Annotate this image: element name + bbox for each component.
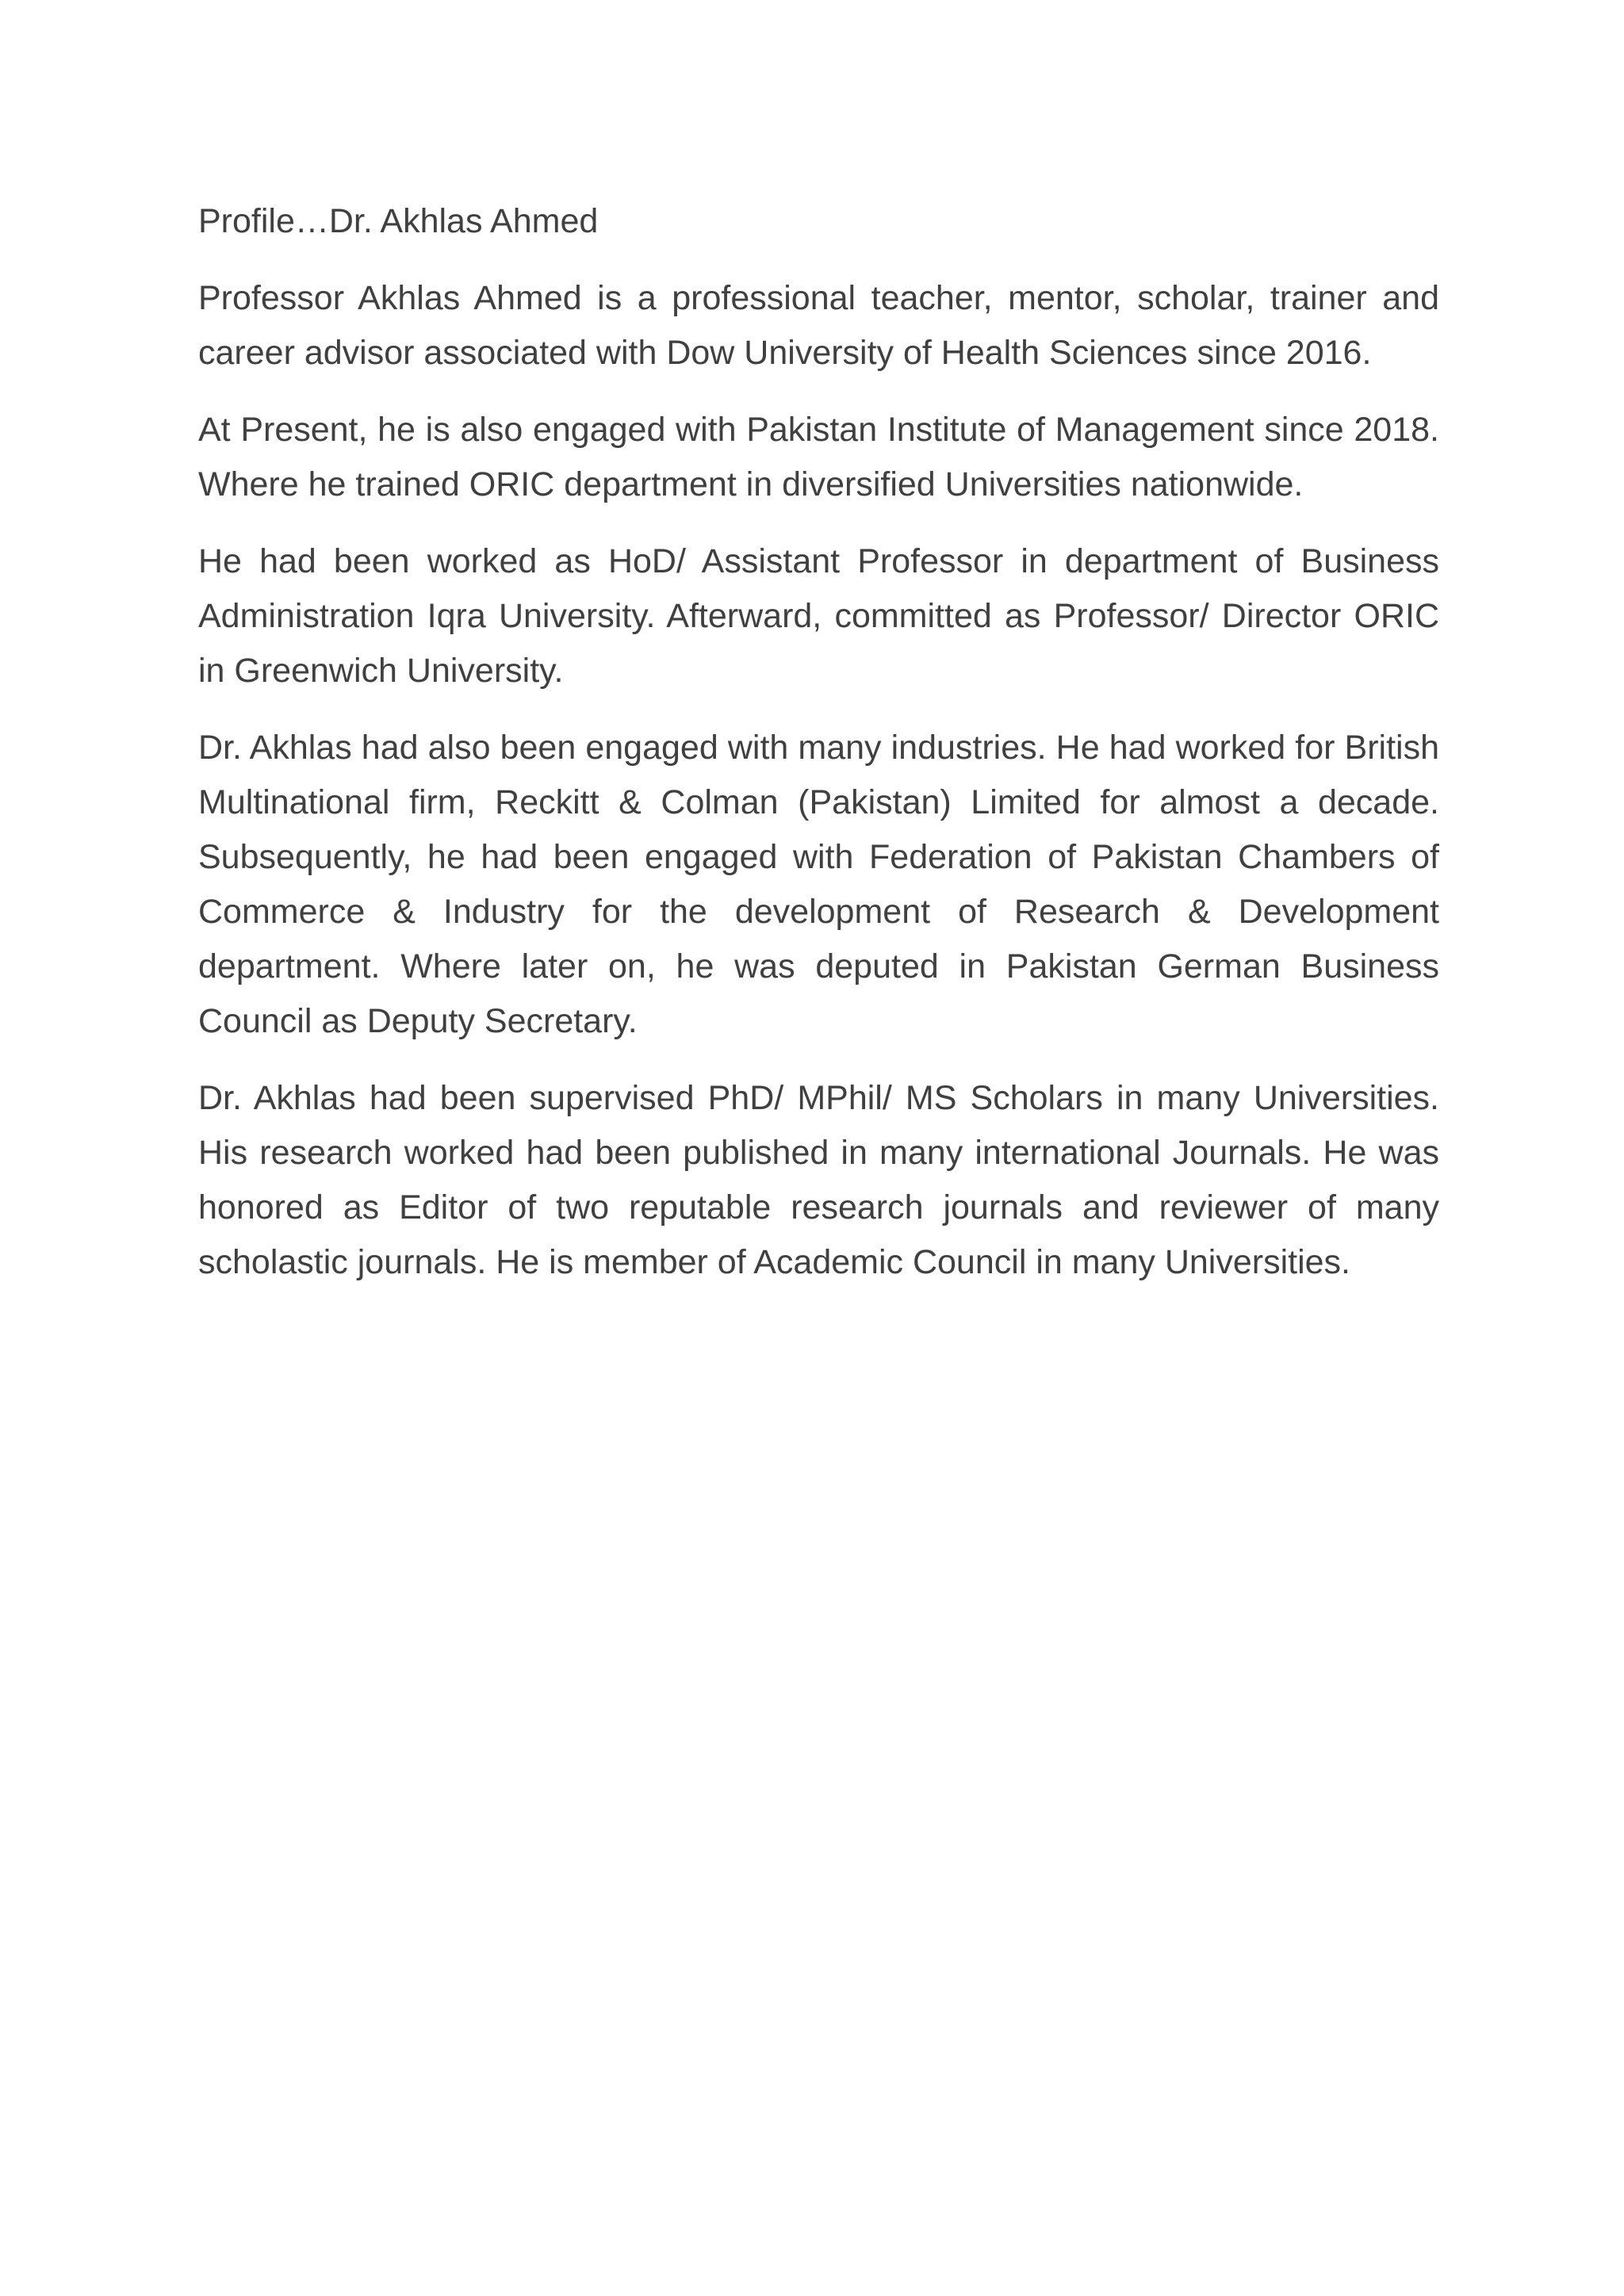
document-body [198, 194, 1439, 1312]
paragraph-research-supervision: Dr. Akhlas had been supervised PhD/ MPhil/ MS Scholars in many Universities. His research worked had been published in many international Journals. He was honored as Editor of two reputable research journals and reviewer of many scholastic journals. He is member of Academic Council in many Universities. [198, 1079, 1439, 1281]
paragraph-present-engagement: At Present, he is also engaged with Pakistan Institute of Management since 2018. Where he trained ORIC department in diversified Universities nationwide. [198, 411, 1439, 503]
paragraph-industry-experience: Dr. Akhlas had also been engaged with many industries. He had worked for British Multinational firm, Reckitt & Colman (Pakistan) Limited for almost a decade. Subsequently, he had been engaged with Federation of Pakistan Chambers of Commerce & Industry for the development of Research & Development department. Where later on, he was deputed in Pakistan German Business Council as Deputy Secretary. [198, 729, 1439, 1040]
page-title: Profile…Dr. Akhlas Ahmed [198, 202, 599, 240]
paragraph-academic-positions: He had been worked as HoD/ Assistant Professor in department of Business Administration Iqra University. Afterward, committed as Professor/ Director ORIC in Greenwich University. [198, 542, 1439, 690]
paragraph-intro: Professor Akhlas Ahmed is a professional teacher, mentor, scholar, trainer and career advisor associated with Dow University of Health Sciences since 2016. [198, 279, 1439, 372]
